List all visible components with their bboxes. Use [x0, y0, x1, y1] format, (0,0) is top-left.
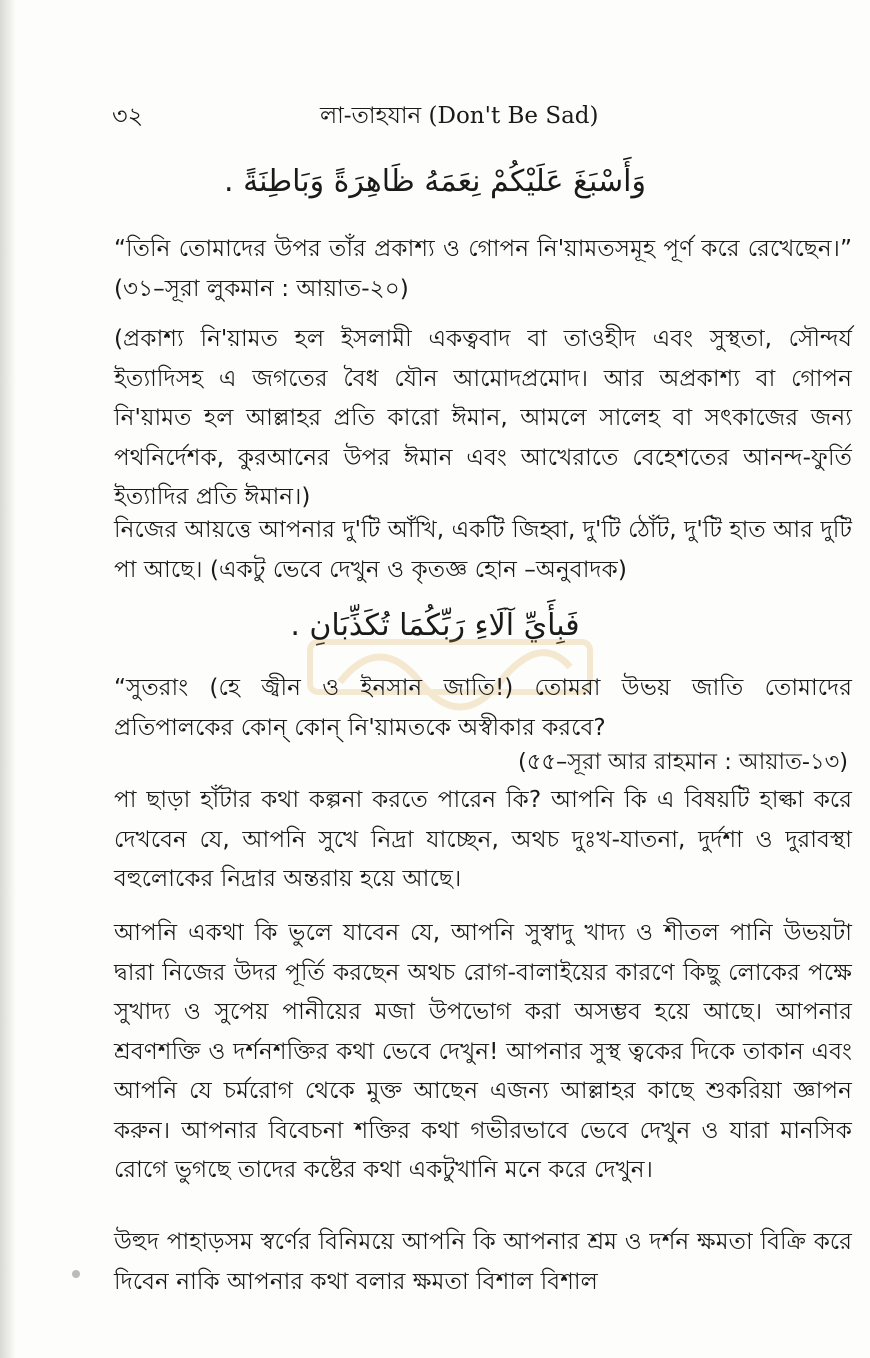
paragraph-uhud-gold: উহুদ পাহাড়সম স্বর্ণের বিনিময়ে আপনি কি আপনার শ্রম ও দর্শন ক্ষমতা বিক্রি করে দিবেন নাকি আপনার কথা বলার ক্ষমতা বিশাল বিশাল	[114, 1228, 852, 1295]
verse-1-translation: “তিনি তোমাদের উপর তাঁর প্রকাশ্য ও গোপন নি'য়ামতসমূহ পূর্ণ করে রেখেছেন।” (৩১–সূরা লুকমান : আয়াত-২০)	[114, 235, 852, 302]
paragraph-body-parts: নিজের আয়ত্তে আপনার দু'টি আঁখি, একটি জিহ্বা, দু'টি ঠোঁট, দু'টি হাত আর দুটি পা আছে। (একটু ভেবে দেখুন ও কৃতজ্ঞ হোন –অনুবাদক)	[114, 516, 852, 583]
page-number: ৩২	[112, 102, 144, 130]
verse-2-reference: (৫৫–সূরা আর রাহমান : আয়াত-১৩)	[517, 749, 848, 775]
scan-mark	[72, 1270, 80, 1278]
arabic-verse-1: وَأَسْبَغَ عَلَيْكُمْ نِعَمَهُ ظَاهِرَةً وَبَاطِنَةً .	[224, 164, 646, 199]
verse-2-translation: “সুতরাং (হে জ্বীন ও ইনসান জাতি!) তোমরা উভয় জাতি তোমাদের প্রতিপালকের কোন্ কোন্ নি'য়ামতকে অস্বীকার করবে?	[114, 674, 852, 741]
paragraph-food-senses: আপনি একথা কি ভুলে যাবেন যে, আপনি সুস্বাদু খাদ্য ও শীতল পানি উভয়টা দ্বারা নিজের উদর পূর্তি করছেন অথচ রোগ-বালাইয়ের কারণে কিছু লোকের পক্ষে সুখাদ্য ও সুপেয় পানীয়ের মজা উপভোগ করা অসম্ভব হয়ে আছে। আপনার শ্রবণশক্তি ও দর্শনশক্তির কথা ভেবে দেখুন! আপনার সুস্থ ত্বকের দিকে তাকান এবং আপনি যে চর্মরোগ থেকে মুক্ত আছেন এজন্য আল্লাহর কাছে শুকরিয়া জ্ঞাপন করুন। আপনার বিবেচনা শক্তির কথা গভীরভাবে ভেবে দেখুন ও যারা মানসিক রোগে ভুগছে তাদের কষ্টের কথা একটুখানি মনে করে দেখুন।	[114, 919, 852, 1183]
arabic-verse-2: فَبِأَيِّ آلَاءِ رَبِّكُمَا تُكَذِّبَانِ .	[290, 608, 580, 643]
paragraph-walking: পা ছাড়া হাঁটার কথা কল্পনা করতে পারেন কি? আপনি কি এ বিষয়টি হাল্কা করে দেখবেন যে, আপনি সুখে নিদ্রা যাচ্ছেন, অথচ দুঃখ-যাতনা, দুর্দশা ও দুরাবস্থা বহুলোকের নিদ্রার অন্তরায় হয়ে আছে।	[114, 786, 852, 892]
page-header	[0, 98, 870, 138]
verse-1-explanation: (প্রকাশ্য নি'য়ামত হল ইসলামী একত্ববাদ বা তাওহীদ এবং সুস্থতা, সৌন্দর্য ইত্যাদিসহ এ জগতের বৈধ যৌন আমোদপ্রমোদ। আর অপ্রকাশ্য বা গোপন নি'য়ামত হল আল্লাহর প্রতি কারো ঈমান, আমলে সালেহ বা সৎকাজের জন্য পথনির্দেশক, কুরআনের উপর ঈমান এবং আখেরাতে বেহেশতের আনন্দ-ফুর্তি ইত্যাদির প্রতি ঈমান।)	[114, 325, 852, 510]
running-title: লা-তাহযান (Don't Be Sad)	[320, 103, 599, 129]
